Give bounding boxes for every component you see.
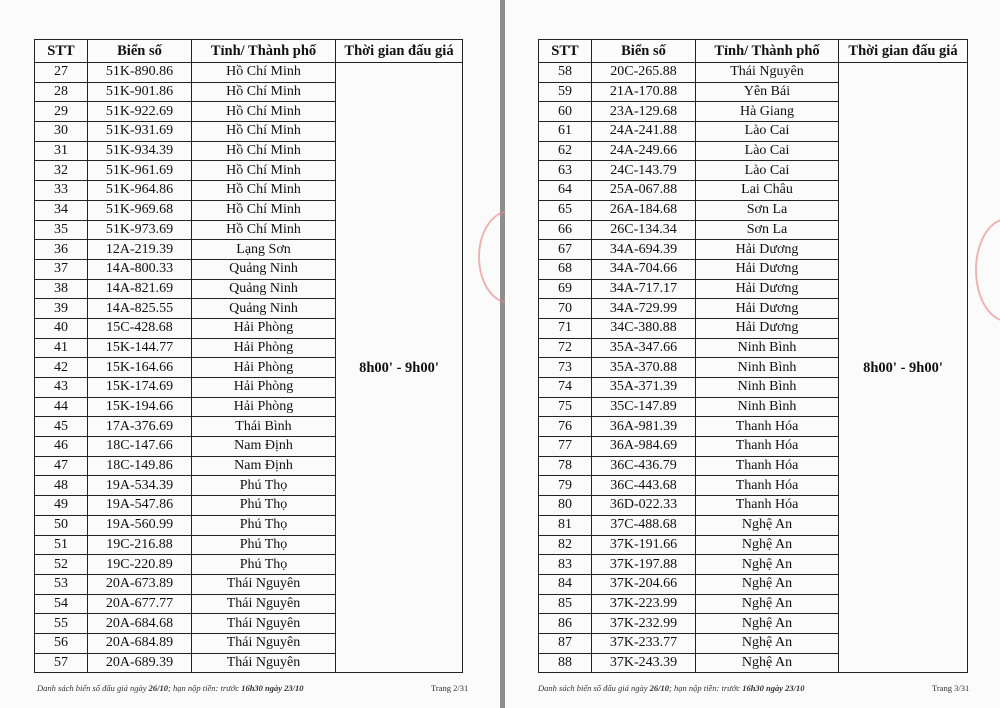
province-cell: Hải Dương [696,259,839,279]
stt-cell: 53 [35,574,88,594]
plate-number-cell: 51K-973.69 [88,220,192,240]
stt-cell: 34 [35,200,88,220]
stt-cell: 30 [35,122,88,142]
plate-number-cell: 26A-184.68 [592,200,696,220]
province-cell: Hồ Chí Minh [192,122,336,142]
plate-number-cell: 17A-376.69 [88,417,192,437]
stt-cell: 45 [35,417,88,437]
stt-cell: 66 [539,220,592,240]
plate-number-cell: 34A-729.99 [592,299,696,319]
stt-cell: 50 [35,515,88,535]
province-cell: Nghệ An [696,614,839,634]
plate-number-cell: 35A-370.88 [592,358,696,378]
province-cell: Thái Nguyên [192,574,336,594]
province-cell: Phú Thọ [192,555,336,575]
footer-text-mid: ; hạn nộp tiền: trước [168,683,240,693]
province-cell: Lạng Sơn [192,240,336,260]
stt-cell: 55 [35,614,88,634]
stt-cell: 81 [539,515,592,535]
plate-number-cell: 20A-684.68 [88,614,192,634]
stt-cell: 58 [539,63,592,83]
plate-number-cell: 19C-216.88 [88,535,192,555]
auction-time-slot: 8h00' - 9h00' [336,63,463,673]
stt-cell: 70 [539,299,592,319]
province-cell: Thái Nguyên [192,614,336,634]
plate-number-cell: 19A-534.39 [88,476,192,496]
plate-number-cell: 19A-547.86 [88,496,192,516]
plate-number-cell: 24C-143.79 [592,161,696,181]
page-number: Trang 3/31 [932,683,970,693]
plate-number-cell: 37K-243.39 [592,653,696,673]
stt-cell: 57 [35,653,88,673]
plate-number-cell: 15C-428.68 [88,318,192,338]
province-cell: Thái Nguyên [696,63,839,83]
stt-cell: 28 [35,82,88,102]
plate-number-cell: 34A-694.39 [592,240,696,260]
plate-number-cell: 37K-232.99 [592,614,696,634]
province-cell: Quảng Ninh [192,259,336,279]
header-province: Tỉnh/ Thành phố [192,40,336,63]
province-cell: Hải Dương [696,318,839,338]
table-row [35,63,463,83]
stt-cell: 74 [539,378,592,398]
stt-cell: 41 [35,338,88,358]
footer-date: 26/10 [649,683,670,693]
plate-number-cell: 34A-704.66 [592,259,696,279]
footer-text: Danh sách biển số đấu giá ngày [538,683,648,693]
stt-cell: 39 [35,299,88,319]
stt-cell: 63 [539,161,592,181]
plate-number-cell: 36A-981.39 [592,417,696,437]
header-auction-time: Thời gian đấu giá [839,40,968,63]
page-footer [37,683,304,693]
header-auction-time: Thời gian đấu giá [336,40,463,63]
province-cell: Ninh Bình [696,358,839,378]
stt-cell: 61 [539,122,592,142]
province-cell: Hồ Chí Minh [192,181,336,201]
stt-cell: 85 [539,594,592,614]
stt-cell: 47 [35,456,88,476]
plate-number-cell: 36A-984.69 [592,437,696,457]
document-page-right [505,0,1000,708]
province-cell: Hồ Chí Minh [192,141,336,161]
plate-number-cell: 15K-164.66 [88,358,192,378]
province-cell: Hồ Chí Minh [192,102,336,122]
plate-number-cell: 37C-488.68 [592,515,696,535]
page-footer [538,683,805,693]
header-plate: Biển số [592,40,696,63]
province-cell: Hồ Chí Minh [192,161,336,181]
table-body [539,63,968,673]
plate-number-cell: 51K-890.86 [88,63,192,83]
province-cell: Thái Nguyên [192,594,336,614]
plate-number-cell: 19A-560.99 [88,515,192,535]
plate-number-cell: 35A-371.39 [592,378,696,398]
plate-number-cell: 51K-964.86 [88,181,192,201]
stt-cell: 35 [35,220,88,240]
plate-number-cell: 15K-194.66 [88,397,192,417]
plate-table-right [538,39,968,673]
stt-cell: 54 [35,594,88,614]
plate-number-cell: 51K-931.69 [88,122,192,142]
province-cell: Thanh Hóa [696,496,839,516]
plate-number-cell: 15K-144.77 [88,338,192,358]
province-cell: Nghệ An [696,515,839,535]
stt-cell: 62 [539,141,592,161]
plate-number-cell: 35A-347.66 [592,338,696,358]
province-cell: Nghệ An [696,574,839,594]
plate-number-cell: 18C-149.86 [88,456,192,476]
stt-cell: 86 [539,614,592,634]
plate-number-cell: 25A-067.88 [592,181,696,201]
province-cell: Lào Cai [696,161,839,181]
stt-cell: 82 [539,535,592,555]
plate-number-cell: 20A-673.89 [88,574,192,594]
province-cell: Hải Phòng [192,318,336,338]
plate-number-cell: 36C-443.68 [592,476,696,496]
plate-number-cell: 19C-220.89 [88,555,192,575]
province-cell: Nghệ An [696,535,839,555]
province-cell: Hà Giang [696,102,839,122]
province-cell: Lai Châu [696,181,839,201]
province-cell: Thanh Hóa [696,437,839,457]
page-number: Trang 2/31 [431,683,469,693]
province-cell: Nghệ An [696,653,839,673]
footer-text-mid: ; hạn nộp tiền: trước [669,683,741,693]
footer-deadline: 16h30 ngày 23/10 [742,683,805,693]
stt-cell: 64 [539,181,592,201]
plate-number-cell: 20C-265.88 [592,63,696,83]
plate-number-cell: 37K-204.66 [592,574,696,594]
province-cell: Ninh Bình [696,338,839,358]
province-cell: Hải Phòng [192,397,336,417]
province-cell: Hồ Chí Minh [192,63,336,83]
plate-number-cell: 37K-223.99 [592,594,696,614]
stt-cell: 51 [35,535,88,555]
plate-number-cell: 35C-147.89 [592,397,696,417]
plate-number-cell: 18C-147.66 [88,437,192,457]
plate-number-cell: 51K-969.68 [88,200,192,220]
stt-cell: 80 [539,496,592,516]
stt-cell: 77 [539,437,592,457]
footer-deadline: 16h30 ngày 23/10 [241,683,304,693]
stt-cell: 60 [539,102,592,122]
province-cell: Ninh Bình [696,397,839,417]
plate-number-cell: 51K-961.69 [88,161,192,181]
province-cell: Hải Dương [696,299,839,319]
header-stt: STT [539,40,592,63]
footer-date: 26/10 [148,683,169,693]
province-cell: Nam Định [192,437,336,457]
table-header-row [35,40,463,63]
stt-cell: 40 [35,318,88,338]
province-cell: Thanh Hóa [696,476,839,496]
plate-number-cell: 24A-249.66 [592,141,696,161]
stt-cell: 67 [539,240,592,260]
plate-number-cell: 36D-022.33 [592,496,696,516]
stt-cell: 76 [539,417,592,437]
stt-cell: 71 [539,318,592,338]
province-cell: Thái Nguyên [192,653,336,673]
stt-cell: 69 [539,279,592,299]
province-cell: Nam Định [192,456,336,476]
province-cell: Thanh Hóa [696,417,839,437]
stt-cell: 48 [35,476,88,496]
plate-number-cell: 14A-800.33 [88,259,192,279]
plate-number-cell: 34C-380.88 [592,318,696,338]
stt-cell: 84 [539,574,592,594]
plate-number-cell: 37K-233.77 [592,633,696,653]
province-cell: Thanh Hóa [696,456,839,476]
plate-number-cell: 12A-219.39 [88,240,192,260]
province-cell: Hải Phòng [192,378,336,398]
stt-cell: 42 [35,358,88,378]
stt-cell: 65 [539,200,592,220]
header-province: Tỉnh/ Thành phố [696,40,839,63]
plate-number-cell: 51K-922.69 [88,102,192,122]
stt-cell: 73 [539,358,592,378]
stt-cell: 32 [35,161,88,181]
province-cell: Sơn La [696,200,839,220]
province-cell: Thái Nguyên [192,633,336,653]
stt-cell: 88 [539,653,592,673]
province-cell: Sơn La [696,220,839,240]
plate-number-cell: 37K-191.66 [592,535,696,555]
stt-cell: 56 [35,633,88,653]
stt-cell: 31 [35,141,88,161]
plate-number-cell: 14A-821.69 [88,279,192,299]
plate-number-cell: 34A-717.17 [592,279,696,299]
stt-cell: 49 [35,496,88,516]
province-cell: Hải Dương [696,240,839,260]
province-cell: Phú Thọ [192,535,336,555]
plate-number-cell: 51K-901.86 [88,82,192,102]
footer-text: Danh sách biển số đấu giá ngày [37,683,147,693]
plate-number-cell: 21A-170.88 [592,82,696,102]
province-cell: Quảng Ninh [192,279,336,299]
province-cell: Hồ Chí Minh [192,200,336,220]
province-cell: Phú Thọ [192,496,336,516]
stt-cell: 75 [539,397,592,417]
stt-cell: 68 [539,259,592,279]
red-stamp-seal [975,218,1000,322]
province-cell: Nghệ An [696,555,839,575]
header-stt: STT [35,40,88,63]
stt-cell: 72 [539,338,592,358]
auction-time-slot: 8h00' - 9h00' [839,63,968,673]
stt-cell: 37 [35,259,88,279]
plate-number-cell: 36C-436.79 [592,456,696,476]
province-cell: Hồ Chí Minh [192,82,336,102]
stt-cell: 29 [35,102,88,122]
province-cell: Nghệ An [696,594,839,614]
province-cell: Thái Bình [192,417,336,437]
stt-cell: 27 [35,63,88,83]
stt-cell: 43 [35,378,88,398]
province-cell: Yên Bái [696,82,839,102]
stt-cell: 36 [35,240,88,260]
stt-cell: 79 [539,476,592,496]
table-body [35,63,463,673]
province-cell: Hải Phòng [192,358,336,378]
plate-number-cell: 15K-174.69 [88,378,192,398]
stt-cell: 52 [35,555,88,575]
plate-number-cell: 26C-134.34 [592,220,696,240]
plate-number-cell: 14A-825.55 [88,299,192,319]
plate-number-cell: 20A-677.77 [88,594,192,614]
plate-number-cell: 20A-689.39 [88,653,192,673]
plate-table-left [34,39,463,673]
table-row [539,63,968,83]
plate-number-cell: 20A-684.89 [88,633,192,653]
province-cell: Hải Phòng [192,338,336,358]
province-cell: Nghệ An [696,633,839,653]
province-cell: Lào Cai [696,122,839,142]
stt-cell: 87 [539,633,592,653]
stt-cell: 78 [539,456,592,476]
stt-cell: 38 [35,279,88,299]
stt-cell: 33 [35,181,88,201]
province-cell: Hải Dương [696,279,839,299]
plate-number-cell: 24A-241.88 [592,122,696,142]
province-cell: Lào Cai [696,141,839,161]
stt-cell: 59 [539,82,592,102]
plate-number-cell: 23A-129.68 [592,102,696,122]
stt-cell: 46 [35,437,88,457]
province-cell: Quảng Ninh [192,299,336,319]
table-header-row [539,40,968,63]
province-cell: Ninh Bình [696,378,839,398]
province-cell: Phú Thọ [192,476,336,496]
plate-number-cell: 51K-934.39 [88,141,192,161]
header-plate: Biển số [88,40,192,63]
plate-number-cell: 37K-197.88 [592,555,696,575]
province-cell: Phú Thọ [192,515,336,535]
province-cell: Hồ Chí Minh [192,220,336,240]
stt-cell: 83 [539,555,592,575]
stt-cell: 44 [35,397,88,417]
